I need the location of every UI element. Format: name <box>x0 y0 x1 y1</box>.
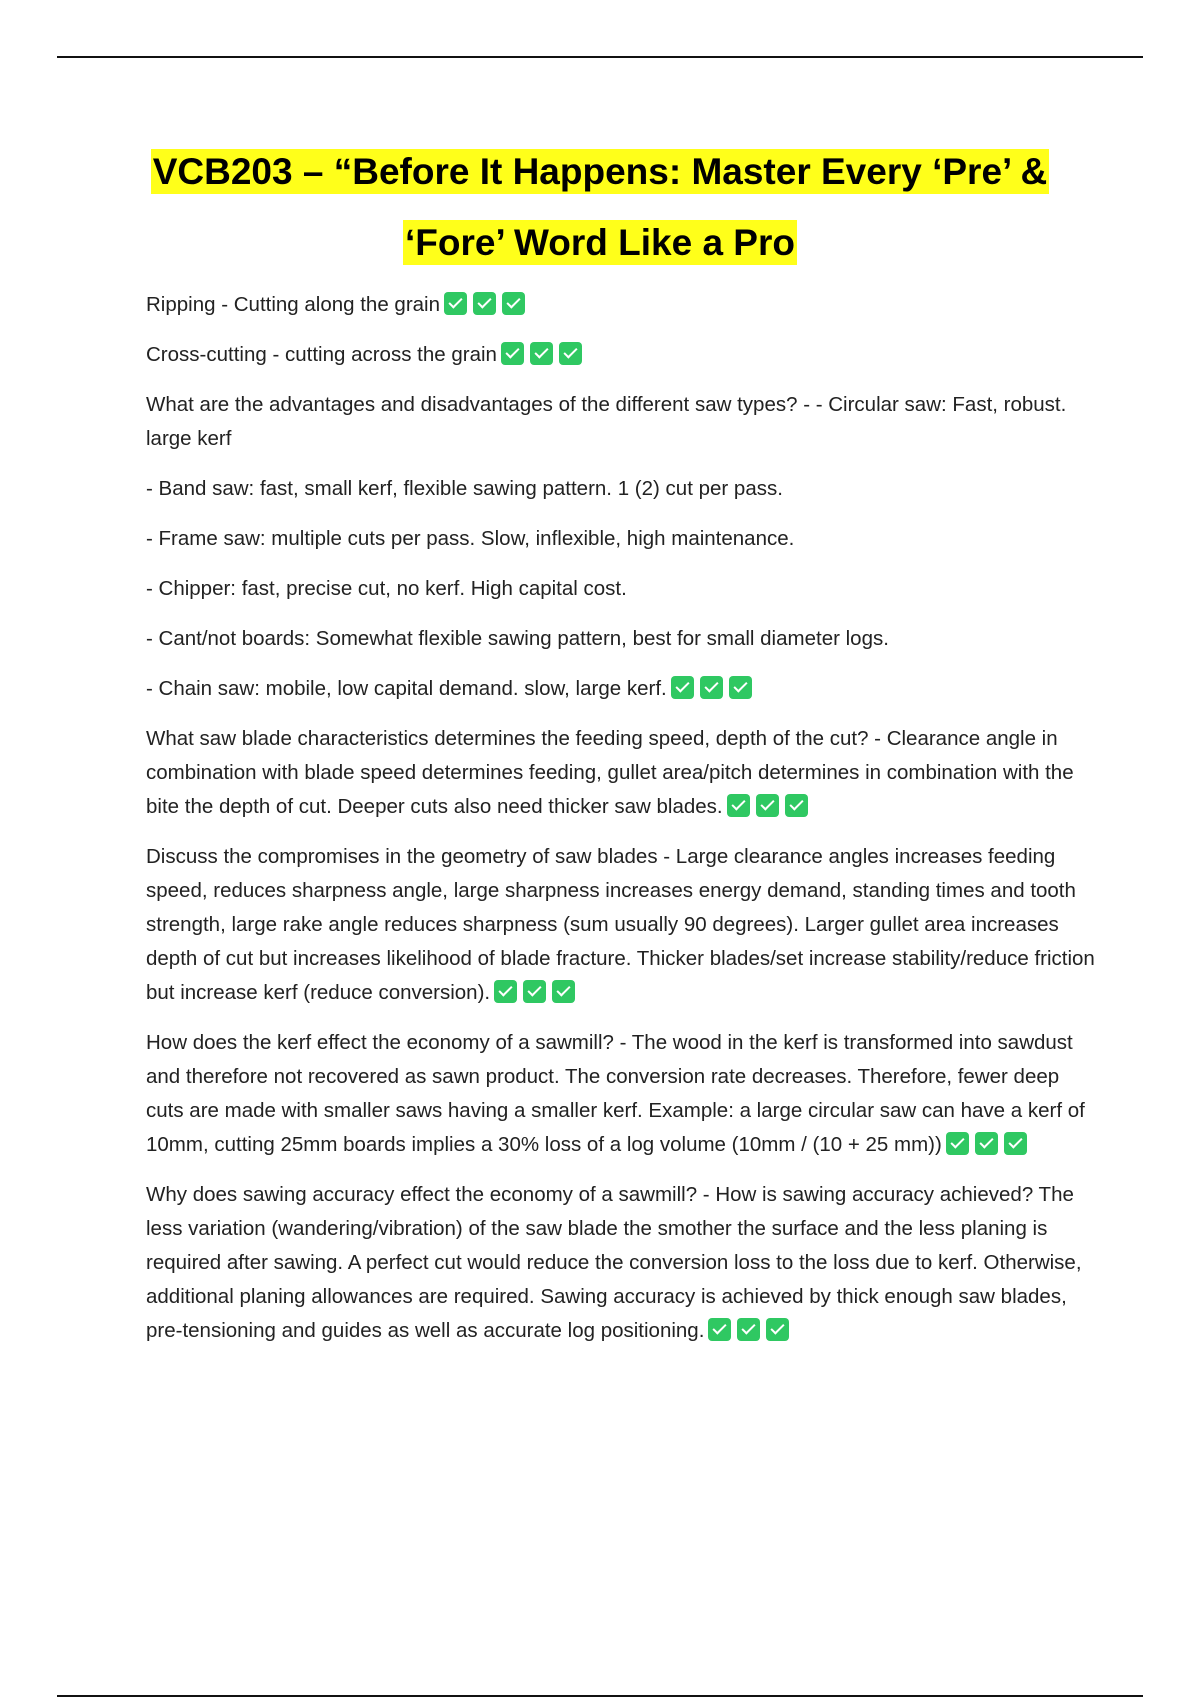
check-icon <box>559 342 582 365</box>
check-icon <box>766 1318 789 1341</box>
paragraph <box>146 522 1096 556</box>
check-icon <box>523 980 546 1003</box>
check-icon <box>473 292 496 315</box>
check-icon <box>501 342 524 365</box>
paragraph <box>146 288 1096 322</box>
title-block <box>100 140 1100 282</box>
check-icon <box>502 292 525 315</box>
paragraph <box>146 1026 1096 1162</box>
paragraph-text: Cross-cutting - cutting across the grain <box>146 343 497 366</box>
paragraph <box>146 338 1096 372</box>
paragraph-text: - Chipper: fast, precise cut, no kerf. High capital cost. <box>146 577 627 600</box>
paragraph-text: What are the advantages and disadvantages of the different saw types? - - Circular saw: Fast, robust. large kerf <box>146 393 1067 450</box>
document-body <box>146 288 1096 1364</box>
check-icon <box>756 794 779 817</box>
check-icons <box>723 795 808 818</box>
paragraph <box>146 1178 1096 1348</box>
check-icon <box>530 342 553 365</box>
top-rule <box>57 56 1143 58</box>
check-icons <box>490 981 575 1004</box>
paragraph-text: How does the kerf effect the economy of a sawmill? - The wood in the kerf is transformed into sawdust and therefore not recovered as sawn product. The conversion rate decreases. Therefore, fewer deep cuts are made with smaller saws having a smaller kerf. Example: a large circular saw can have a kerf of 10mm, cutting 25mm boards implies a 30% loss of a log volume (10mm / (10 + 25 mm)) <box>146 1031 1085 1156</box>
paragraph-text: - Frame saw: multiple cuts per pass. Slow, inflexible, high maintenance. <box>146 527 795 550</box>
check-icons <box>497 343 582 366</box>
paragraph-text: Why does sawing accuracy effect the economy of a sawmill? - How is sawing accuracy achieved? The less variation (wandering/vibration) of the saw blade the smother the surface and the less planing is required after sawing. A perfect cut would reduce the conversion loss to the loss due to kerf. Otherwise, additional planing allowances are required. Sawing accuracy is achieved by thick enough saw blades, pre-tensioning and guides as well as accurate log positioning. <box>146 1183 1082 1342</box>
paragraph-text: What saw blade characteristics determines the feeding speed, depth of the cut? - Clearance angle in combination with blade speed determines feeding, gullet area/pitch determines in combination with the bite the depth of cut. Deeper cuts also need thicker saw blades. <box>146 727 1074 818</box>
check-icon <box>444 292 467 315</box>
check-icon <box>671 676 694 699</box>
paragraph <box>146 622 1096 656</box>
paragraph <box>146 840 1096 1010</box>
check-icon <box>975 1132 998 1155</box>
document-title: VCB203 – “Before It Happens: Master Every ‘Pre’ & ‘Fore’ Word Like a Pro <box>152 151 1048 263</box>
check-icon <box>727 794 750 817</box>
paragraph-text: Discuss the compromises in the geometry of saw blades - Large clearance angles increases feeding speed, reduces sharpness angle, large sharpness increases energy demand, standing times and tooth strength, large rake angle reduces sharpness (sum usually 90 degrees). Larger gullet area increases depth of cut but increases likelihood of blade fracture. Thicker blades/set increase stability/reduce friction but increase kerf (reduce conversion). <box>146 845 1095 1004</box>
paragraph <box>146 472 1096 506</box>
check-icons <box>667 677 752 700</box>
check-icons <box>942 1133 1027 1156</box>
check-icons <box>704 1319 789 1342</box>
paragraph <box>146 722 1096 824</box>
check-icon <box>494 980 517 1003</box>
check-icon <box>737 1318 760 1341</box>
paragraph <box>146 388 1096 456</box>
paragraph <box>146 572 1096 606</box>
paragraph-text: - Band saw: fast, small kerf, flexible sawing pattern. 1 (2) cut per pass. <box>146 477 783 500</box>
check-icons <box>440 293 525 316</box>
bottom-rule <box>57 1695 1143 1697</box>
check-icon <box>946 1132 969 1155</box>
paragraph-text: - Cant/not boards: Somewhat flexible sawing pattern, best for small diameter logs. <box>146 627 889 650</box>
check-icon <box>1004 1132 1027 1155</box>
paragraph <box>146 672 1096 706</box>
paragraph-text: - Chain saw: mobile, low capital demand. slow, large kerf. <box>146 677 667 700</box>
paragraph-text: Ripping - Cutting along the grain <box>146 293 441 316</box>
check-icon <box>729 676 752 699</box>
check-icon <box>700 676 723 699</box>
check-icon <box>785 794 808 817</box>
check-icon <box>552 980 575 1003</box>
check-icon <box>708 1318 731 1341</box>
